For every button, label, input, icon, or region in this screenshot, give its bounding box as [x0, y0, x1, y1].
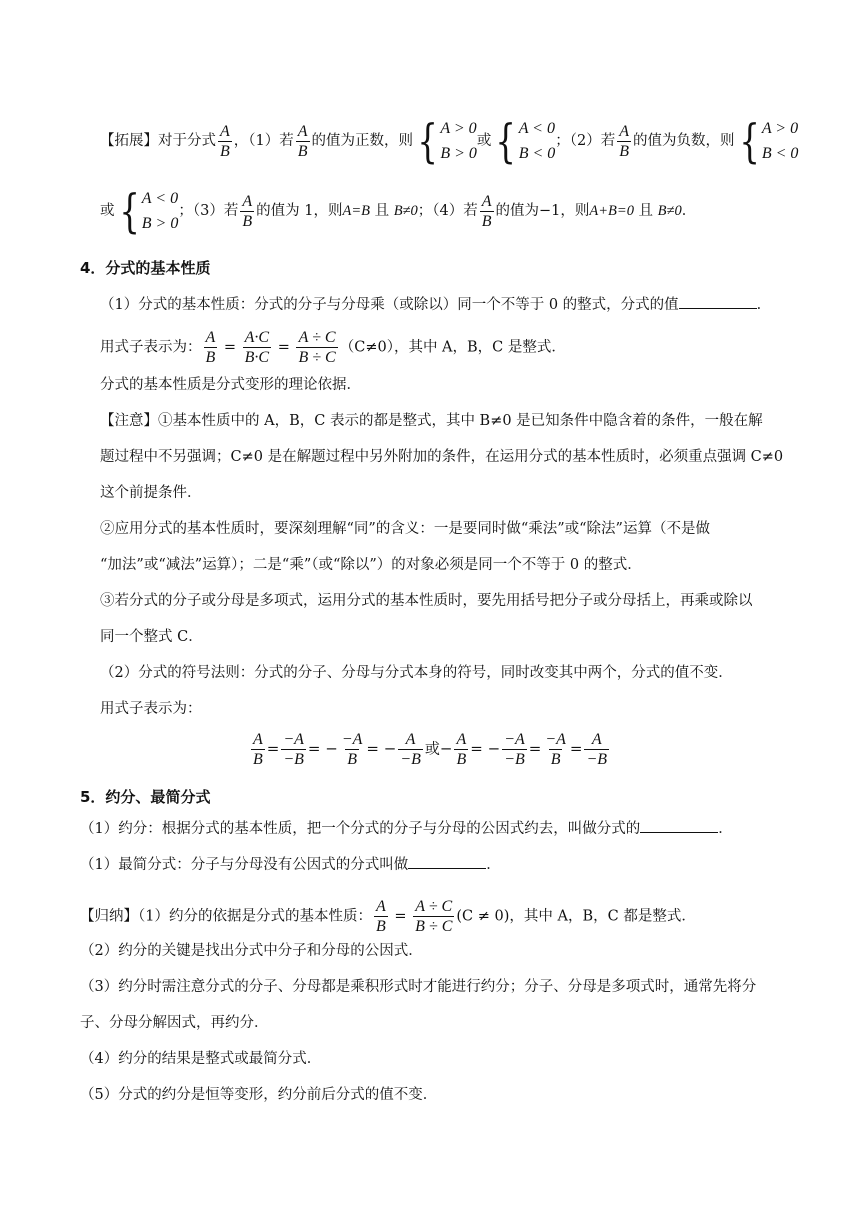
- note-line-2: 题过程中不另强调；C≠0 是在解题过程中另外附加的条件，在运用分式的基本性质时，必须重点强调 C≠0: [100, 449, 784, 465]
- denominator: B: [242, 212, 253, 230]
- answer-blank[interactable]: [408, 854, 486, 869]
- row: A > 0: [761, 120, 799, 137]
- note-line-7: 同一个整式 C．: [100, 629, 203, 645]
- text: ．: [718, 821, 733, 837]
- fraction-a-over-b: [617, 122, 631, 161]
- numerator: A: [591, 731, 602, 748]
- text: 且: [369, 203, 394, 219]
- text: 且: [633, 203, 658, 219]
- frac: [398, 730, 423, 769]
- frac: [454, 730, 468, 769]
- denominator: −B: [504, 751, 525, 768]
- section-4-title: 4．分式的基本性质: [80, 259, 211, 277]
- fraction-a-over-b: [240, 192, 254, 231]
- row: B < 0: [761, 145, 799, 162]
- text: ；（4）若: [417, 203, 478, 219]
- note-line-5: “加法”或“减法”运算）；二是“乘”（或“除以”）的对象必须是同一个不等于 0 的整式．: [100, 557, 642, 573]
- summary-line-4: 子、分母分解因式，再约分．: [80, 1015, 269, 1031]
- numerator: A: [242, 192, 253, 210]
- text: B≠0: [657, 203, 682, 219]
- denominator: B: [619, 142, 630, 160]
- frac: [502, 730, 527, 769]
- numerator: A: [205, 329, 216, 346]
- row: B < 0: [518, 145, 556, 162]
- text: 或: [476, 133, 492, 149]
- denominator: −B: [283, 751, 304, 768]
- fraction-adivc-bdivc: [296, 328, 337, 367]
- note-line-1: 【注意】①基本性质中的 A，B，C 表示的都是整式，其中 B≠0 是已知条件中隐含着的条件，一般在解: [100, 413, 763, 429]
- expand-line-1: [100, 116, 798, 166]
- summary-line-2: （2）约分的关键是找出分式中分子和分母的公因式．: [80, 943, 423, 959]
- row: A > 0: [440, 120, 477, 137]
- denominator: B: [375, 918, 386, 935]
- numerator: A·C: [244, 329, 270, 346]
- system-negative-2: { A < 0 B > 0: [118, 184, 179, 238]
- sign-rule-intro: 用式子表示为：: [100, 701, 202, 717]
- section-5-title: 5．约分、最简分式: [80, 788, 211, 806]
- numerator: A: [456, 731, 467, 748]
- text: ．: [681, 203, 697, 219]
- note-line-3: 这个前提条件．: [100, 485, 202, 501]
- denominator: B: [481, 212, 492, 230]
- denominator: B·C: [244, 349, 270, 366]
- text: 的值为 1，则: [256, 203, 343, 219]
- text: ，（1）若: [233, 133, 294, 149]
- text: （1）最简分式：分子与分母没有公因式的分式叫做: [80, 857, 409, 873]
- row: B > 0: [440, 145, 477, 162]
- frac: [281, 730, 306, 769]
- expand-label: 【拓展】: [100, 133, 158, 149]
- frac: [251, 730, 265, 769]
- text: 的值为正数，则: [311, 133, 414, 149]
- numerator: −A: [545, 731, 566, 748]
- text: 的值为负数，则: [633, 133, 735, 149]
- note-line-4: ②应用分式的基本性质时，要深刻理解“同”的含义：一是要同时做“乘法”或“除法”运算（不是做: [100, 521, 710, 537]
- numerator: −A: [341, 731, 363, 748]
- numerator: −A: [504, 731, 525, 748]
- text: 或: [100, 203, 115, 219]
- row: A < 0: [518, 120, 555, 137]
- numerator: A ÷ C: [298, 329, 336, 346]
- text: (C ≠ 0)，其中 A，B，C 都是整式．: [456, 908, 696, 925]
- denominator: B: [220, 142, 230, 160]
- text: 用式子表示为：: [100, 339, 202, 356]
- numerator: A: [220, 122, 230, 140]
- summary-line-1: 【归纳】（1）约分的依据是分式的基本性质： $\frac{A}{B}$ = $\frac{A \div C}{B \div C}$ (C ≠ 0)，其中 A，B，C 都是整式．: [80, 898, 696, 935]
- denominator: B: [456, 751, 467, 768]
- denominator: B ÷ C: [415, 918, 453, 935]
- row: A < 0: [141, 190, 179, 207]
- denominator: B: [252, 751, 263, 768]
- text: B≠0: [393, 203, 418, 219]
- text: （1）约分：根据分式的基本性质，把一个分式的分子与分母的公因式约去，叫做分式的: [80, 821, 641, 837]
- summary-line-6: （5）分式的约分是恒等变形，约分前后分式的值不变．: [80, 1087, 438, 1103]
- fraction-a-b: [204, 328, 218, 367]
- answer-blank[interactable]: [679, 294, 757, 309]
- row: B > 0: [141, 215, 179, 232]
- sign-rule-line: （2）分式的符号法则：分式的分子、分母与分式本身的符号，同时改变其中两个，分式的值不变．: [100, 665, 733, 681]
- text: 对于分式: [158, 133, 216, 149]
- section-4-p1: [100, 294, 771, 316]
- answer-blank[interactable]: [640, 818, 718, 833]
- denominator: −B: [586, 751, 608, 768]
- section-5-line-1: [80, 818, 733, 840]
- section-4-formula-line: 用式子表示为： $\frac{A}{B}$ = $\frac{A\cdot C}{B\cdot C}$ = $\frac{A \div C}{B \div C}$ （C≠0），其中 A，B，C 是整式．: [100, 329, 566, 366]
- text: （1）分式的基本性质：分式的分子与分母乘（或除以）同一个不等于 0 的整式，分式的值: [100, 297, 679, 313]
- system-positive-1: { A > 0 B > 0: [417, 114, 477, 168]
- text: （C≠0），其中 A，B，C 是整式．: [339, 339, 566, 356]
- expand-line-2: [100, 186, 696, 236]
- text: A=B: [342, 203, 370, 219]
- numerator: A: [252, 731, 263, 748]
- denominator: B: [205, 349, 216, 366]
- denominator: B: [297, 142, 308, 160]
- section-4-p3: 分式的基本性质是分式变形的理论依据．: [100, 377, 361, 393]
- frac: [584, 730, 609, 769]
- fraction-a-over-b: [480, 192, 494, 231]
- denominator: −B: [400, 751, 421, 768]
- note-line-6: ③若分式的分子或分母是多项式，运用分式的基本性质时，要先用括号把分子或分母括上，再乘或除以: [100, 593, 753, 609]
- numerator: −A: [283, 731, 304, 748]
- text: ；（2）若: [555, 133, 616, 149]
- text: A+B=0: [589, 203, 634, 219]
- sign-rule-equation: $\frac{A}{B}$ = $\frac{-A}{-B}$ = − $\frac{-A}{B}$ = − $\frac{A}{-B}$ 或− $\frac{A}{B}$ = − $\frac{-A}{-B}$ = $\frac{-A}{B}$ = $\frac{A}{-B}$: [252, 731, 608, 768]
- fraction-a-b: [374, 897, 388, 936]
- summary-line-3: （3）约分时需注意分式的分子、分母都是乘积形式时才能进行约分；分子、分母是多项式时，通常先将分: [80, 979, 757, 995]
- text: 的值为−1，则: [495, 203, 590, 219]
- text: 【归纳】（1）约分的依据是分式的基本性质：: [80, 908, 372, 925]
- denominator: B: [550, 751, 561, 768]
- frac: [543, 730, 568, 769]
- text: ．: [756, 297, 772, 313]
- numerator: A: [619, 122, 630, 140]
- system-negative-1: { A > 0 B < 0: [738, 114, 799, 168]
- text: ；（3）若: [178, 203, 239, 219]
- fraction-a-over-b: [296, 122, 310, 161]
- fraction-a-over-b: [218, 122, 232, 161]
- section-5-line-2: [80, 854, 501, 876]
- fraction-ac-bc: [243, 328, 271, 367]
- frac: [340, 730, 365, 769]
- fraction-adivc-bdivc: [413, 897, 454, 936]
- numerator: A: [481, 192, 492, 210]
- denominator: B ÷ C: [298, 349, 336, 366]
- numerator: A: [405, 731, 416, 748]
- summary-line-5: （4）约分的结果是整式或最简分式．: [80, 1051, 322, 1067]
- numerator: A: [375, 898, 386, 915]
- numerator: A ÷ C: [415, 898, 453, 915]
- text: ．: [486, 857, 501, 873]
- denominator: B: [347, 751, 357, 768]
- text: 或: [424, 739, 440, 758]
- numerator: A: [297, 122, 308, 140]
- system-positive-2: { A < 0 B < 0: [495, 114, 556, 168]
